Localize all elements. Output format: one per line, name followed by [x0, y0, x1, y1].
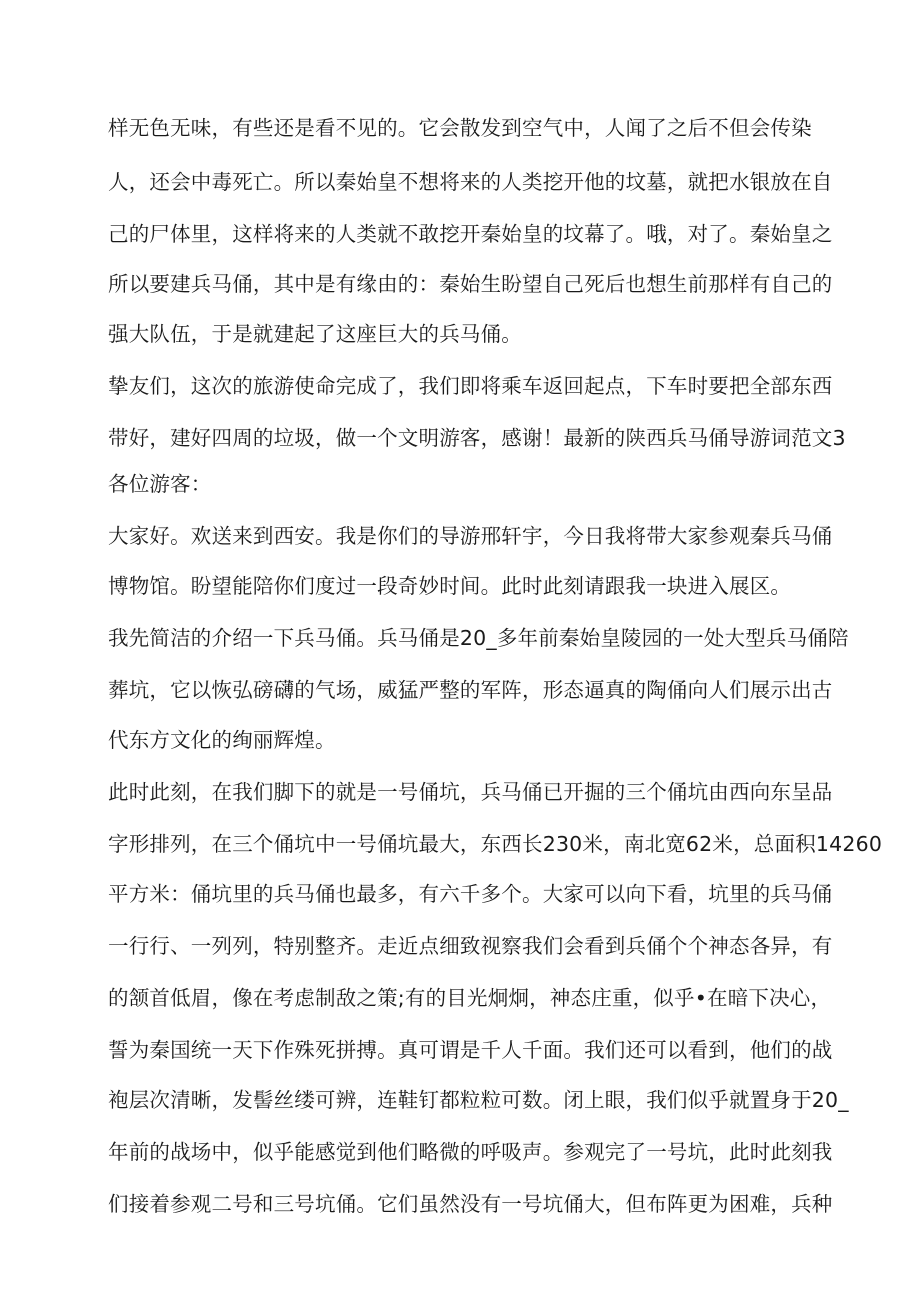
text-line-10: 博物馆。盼望能陪你们度过一段奇妙时间。此时此刻请跟我一块进入展区。 — [108, 574, 792, 598]
text-line-3: 己的尸体里，这样将来的人类就不敢挖开秦始皇的坟幕了。哦，对了。秦始皇之 — [108, 222, 833, 246]
text-line-18: 的颔首低眉，像在考虑制敌之策;有的目光炯炯，神态庄重，似乎•在暗下决心， — [108, 986, 832, 1010]
text-line-1: 样无色无味，有些还是看不见的。它会散发到空气中，人闻了之后不但会传染 — [108, 116, 812, 140]
text-line-6: 挚友们，这次的旅游使命完成了，我们即将乘车返回起点，下车时要把全部东西 — [108, 374, 833, 398]
text-line-22: 们接着参观二号和三号坑俑。它们虽然没有一号坑俑大，但布阵更为困难，兵种 — [108, 1192, 833, 1216]
text-line-9: 大家好。欢送来到西安。我是你们的导游邢轩宇，今日我将带大家参观秦兵马俑 — [108, 524, 833, 548]
text-line-14: 此时此刻，在我们脚下的就是一号俑坑，兵马俑已开掘的三个俑坑由西向东呈品 — [108, 780, 833, 804]
text-line-11: 我先简洁的介绍一下兵马俑。兵马俑是20_多年前秦始皇陵园的一处大型兵马俑陪 — [108, 626, 849, 650]
text-line-5: 强大队伍，于是就建起了这座巨大的兵马俑。 — [108, 322, 522, 346]
text-line-8: 各位游客： — [108, 472, 212, 496]
text-line-7: 带好，建好四周的垃圾，做一个文明游客，感谢！最新的陕西兵马俑导游词范文3 — [108, 426, 846, 450]
text-line-4: 所以要建兵马俑，其中是有缘由的：秦始生盼望自己死后也想生前那样有自己的 — [108, 272, 833, 296]
text-line-2: 人，还会中毒死亡。所以秦始皇不想将来的人类挖开他的坟墓，就把水银放在自 — [108, 170, 833, 194]
text-line-20: 袍层次清晰，发髻丝缕可辨，连鞋钉都粒粒可数。闭上眼，我们似乎就置身于20_ — [108, 1088, 849, 1112]
text-line-21: 年前的战场中，似乎能感觉到他们略微的呼吸声。参观完了一号坑，此时此刻我 — [108, 1140, 833, 1164]
text-line-13: 代东方文化的绚丽辉煌。 — [108, 728, 336, 752]
text-line-16: 平方米：俑坑里的兵马俑也最多，有六千多个。大家可以向下看，坑里的兵马俑 — [108, 882, 833, 906]
text-line-19: 誓为秦国统一天下作殊死拼搏。真可谓是千人千面。我们还可以看到，他们的战 — [108, 1038, 833, 1062]
text-line-17: 一行行、一列列，特别整齐。走近点细致视察我们会看到兵俑个个神态各异，有 — [108, 934, 833, 958]
text-line-12: 葬坑，它以恢弘磅礴的气场，威猛严整的军阵，形态逼真的陶俑向人们展示出古 — [108, 678, 833, 702]
text-line-15: 字形排列，在三个俑坑中一号俑坑最大，东西长230米，南北宽62米，总面积14260 — [108, 832, 883, 856]
